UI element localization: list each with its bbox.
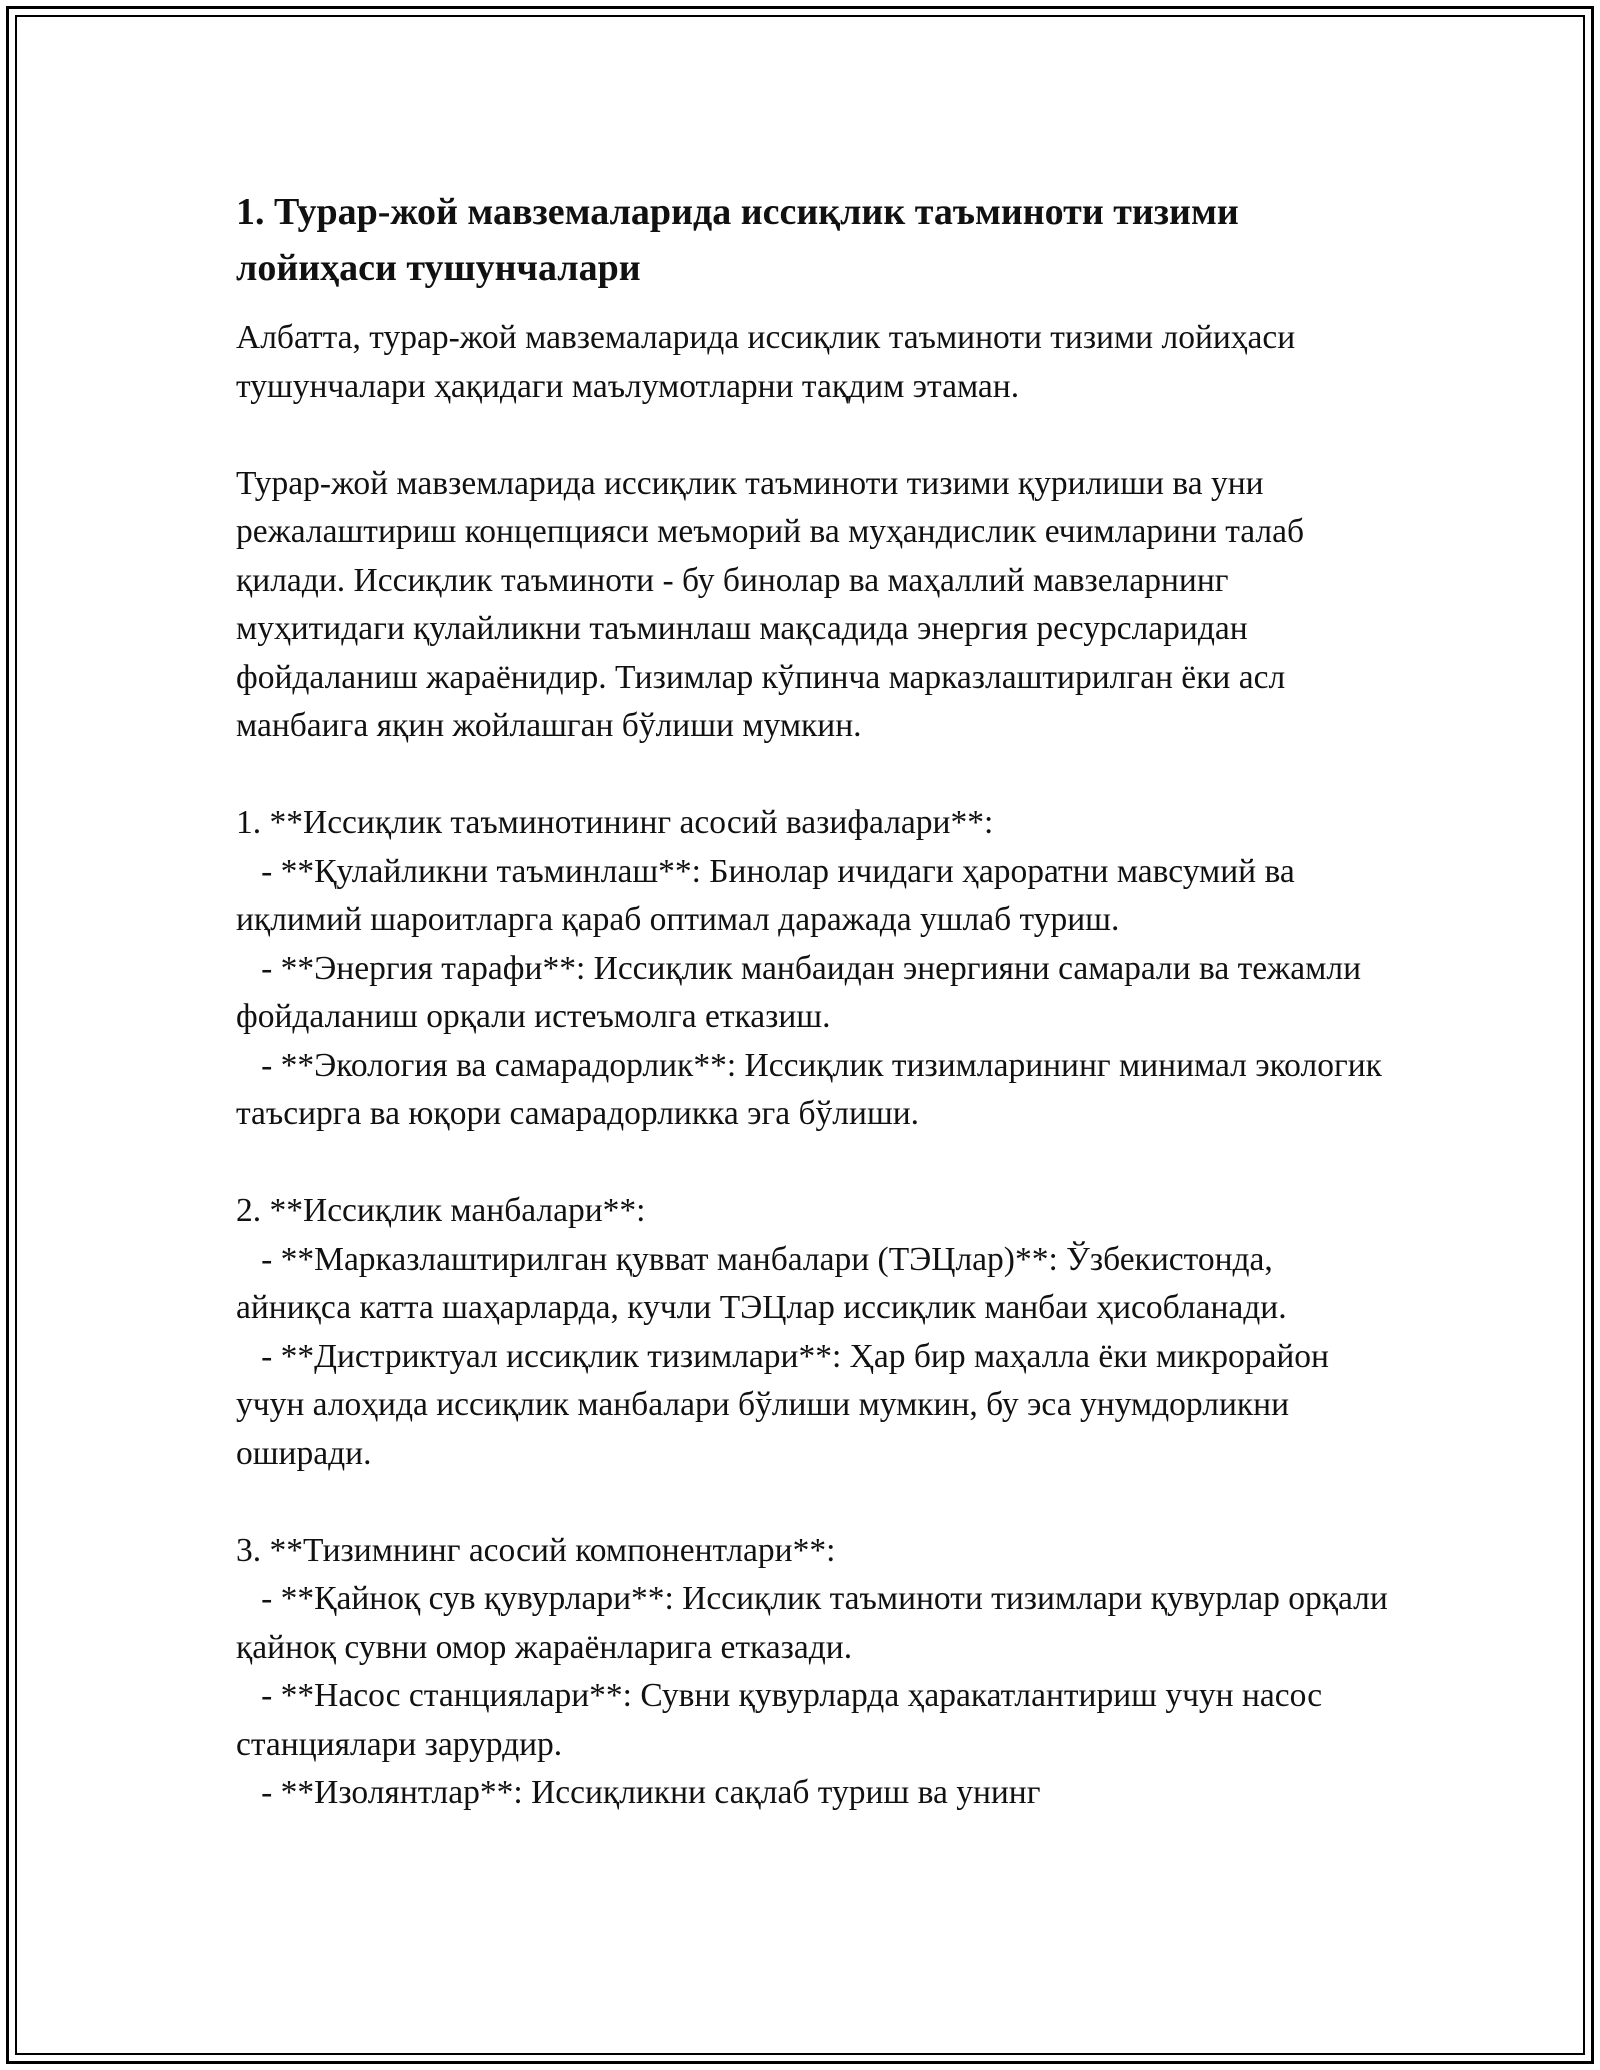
paragraph-spacer (236, 1139, 1396, 1188)
section-1-item-3: - **Экология ва самарадорлик**: Иссиқлик тизимларининг минимал экологик таъсирга ва юқори самарадорликка эга бўлиши. (236, 1046, 1391, 1132)
section-1-heading: 1. **Иссиқлик таъминотининг асосий вазифалари**: (236, 804, 994, 841)
overview-paragraph: Турар-жой мавземларида иссиқлик таъминоти тизими қурилиши ва уни режалаштириш концепцияси меъморий ва муҳандислик ечимларини талаб қилади. Иссиқлик таъминоти - бу бинолар ва маҳаллий мавзеларнинг муҳитидаги қулайликни таъминлаш мақсадида энергия ресурсларидан фойдаланиш жараёнидир. Тизимлар кўпинча марказлаштирилган ёки асл манбаига яқин жойлашган бўлиши мумкин. (236, 464, 1313, 744)
paragraph-spacer (236, 411, 1396, 460)
section-3-item-3: - **Изолянтлар**: Иссиқликни сақлаб туриш ва унинг (236, 1774, 1041, 1811)
paragraph-spacer (236, 1478, 1396, 1527)
section-2-heading: 2. **Иссиқлик манбалари**: (236, 1192, 646, 1229)
document-body (236, 184, 1396, 1818)
paragraph-spacer (236, 751, 1396, 800)
section-3-item-2: - **Насос станциялари**: Сувни қувурларда ҳаракатлантириш учун насос станциялари зарурдир. (236, 1677, 1331, 1763)
section-1-item-1: - **Қулайликни таъминлаш**: Бинолар ичидаги ҳароратни мавсумий ва иқлимий шароитларга қараб оптимал даражада ушлаб туриш. (236, 852, 1304, 938)
section-2-item-1: - **Марказлаштирилган қувват манбалари (ТЭЦлар)**: Ўзбекистонда, айниқса катта шаҳарларда, кучли ТЭЦлар иссиқлик манбаи ҳисобланади. (236, 1240, 1287, 1326)
document-title: 1. Турар-жой мавземаларида иссиқлик таъминоти тизими лойиҳаси тушунчалари (236, 191, 1239, 289)
section-2-item-2: - **Дистриктуал иссиқлик тизимлари**: Ҳар бир маҳалла ёки микрорайон учун алоҳида иссиқлик манбалари бўлиши мумкин, бу эса унумдорликни оширади. (236, 1337, 1338, 1472)
section-1-item-2: - **Энергия тарафи**: Иссиқлик манбаидан энергияни самарали ва тежамли фойдаланиш орқали истеъмолга етказиш. (236, 949, 1370, 1035)
section-3-heading: 3. **Тизимнинг асосий компонентлари**: (236, 1531, 836, 1569)
intro-paragraph: Албатта, турар-жой мавземаларида иссиқлик таъминоти тизими лойиҳаси тушунчалари ҳақидаги маълумотларни тақдим этаман. (236, 319, 1304, 405)
section-3-item-1: - **Қайноқ сув қувурлари**: Иссиқлик таъминоти тизимлари қувурлар орқали қайноқ сувни омор жараёнларига етказади. (236, 1580, 1397, 1666)
